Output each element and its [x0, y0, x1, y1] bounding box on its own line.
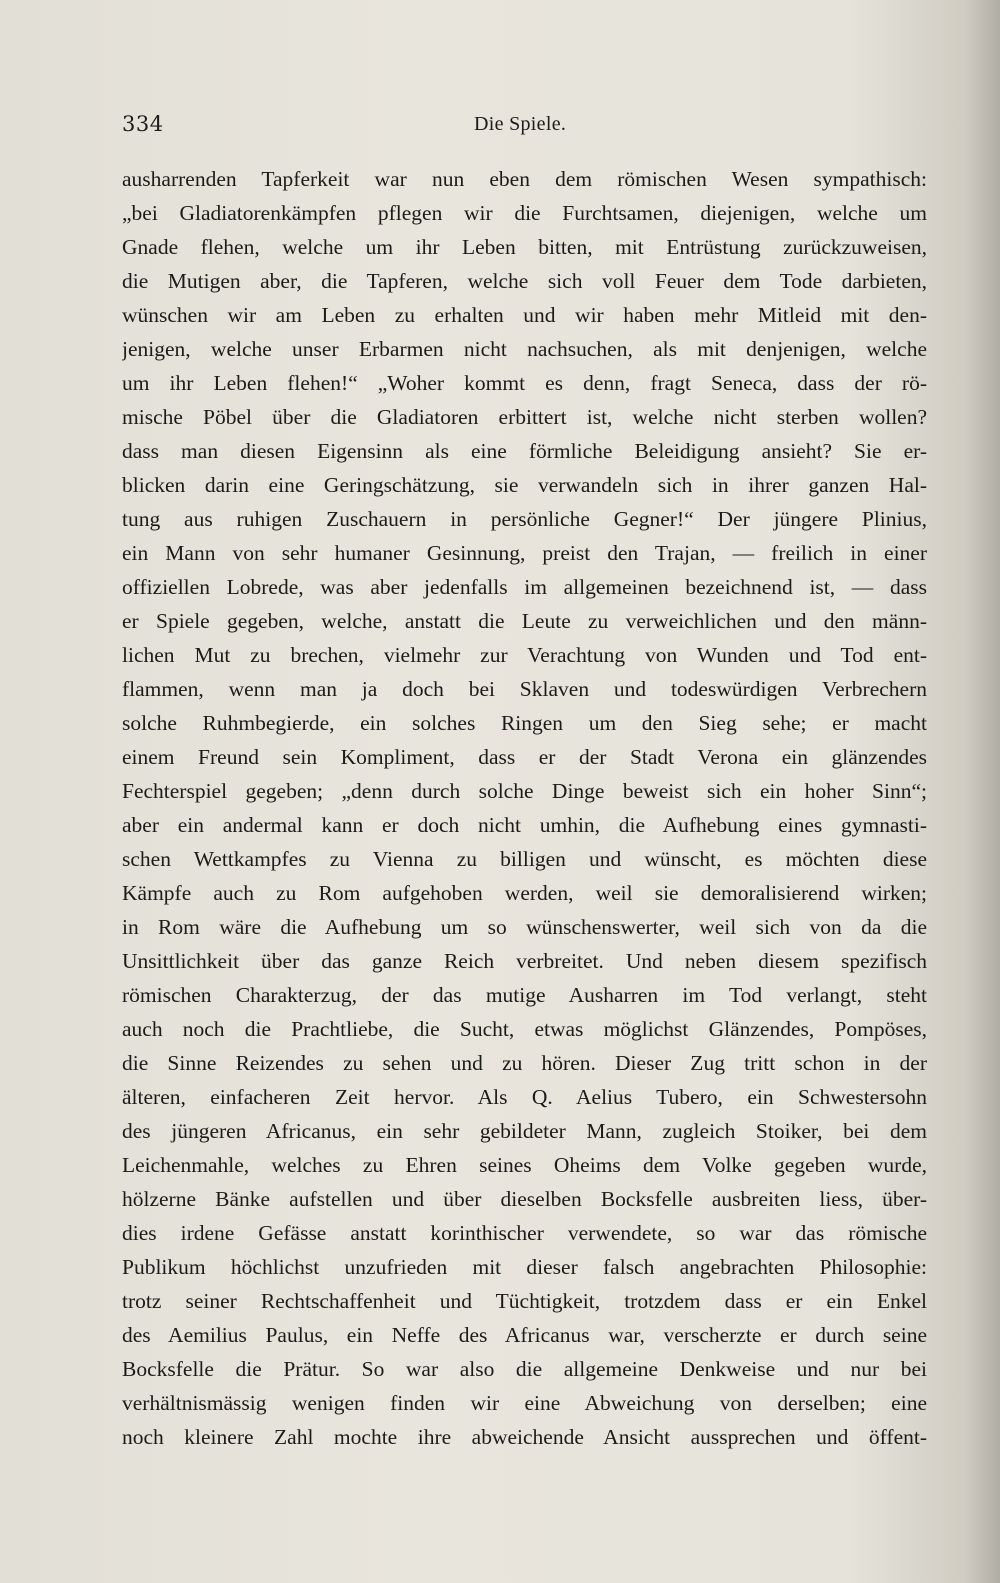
- text-line: um ihr Leben flehen!“ „Woher kommt es denn, fragt Seneca, dass der rö-: [122, 371, 927, 395]
- page-edge-shadow: [964, 0, 1000, 1583]
- page-header: [122, 112, 922, 142]
- body-text: [122, 162, 927, 1454]
- text-line: die Sinne Reizendes zu sehen und zu hören. Dieser Zug tritt schon in der: [122, 1051, 927, 1075]
- text-line: Fechterspiel gegeben; „denn durch solche Dinge beweist sich ein hoher Sinn“;: [122, 779, 927, 803]
- text-line: in Rom wäre die Aufhebung um so wünschenswerter, weil sich von da die: [122, 915, 927, 939]
- text-line: ausharrenden Tapferkeit war nun eben dem römischen Wesen sympathisch:: [122, 167, 927, 191]
- text-line: Kämpfe auch zu Rom aufgehoben werden, weil sie demoralisierend wirken;: [122, 881, 927, 905]
- text-line: einem Freund sein Kompliment, dass er der Stadt Verona ein glänzendes: [122, 745, 927, 769]
- text-line: des jüngeren Africanus, ein sehr gebildeter Mann, zugleich Stoiker, bei dem: [122, 1119, 927, 1143]
- text-line: wünschen wir am Leben zu erhalten und wir haben mehr Mitleid mit den-: [122, 303, 927, 327]
- text-line: römischen Charakterzug, der das mutige Ausharren im Tod verlangt, steht: [122, 983, 927, 1007]
- text-line: Publikum höchlichst unzufrieden mit dieser falsch angebrachten Philosophie:: [122, 1255, 927, 1279]
- text-line: Unsittlichkeit über das ganze Reich verbreitet. Und neben diesem spezifisch: [122, 949, 927, 973]
- text-line: offiziellen Lobrede, was aber jedenfalls im allgemeinen bezeichnend ist, — dass: [122, 575, 927, 599]
- text-line: hölzerne Bänke aufstellen und über dieselben Bocksfelle ausbreiten liess, über-: [122, 1187, 927, 1211]
- text-line: ein Mann von sehr humaner Gesinnung, preist den Trajan, — freilich in einer: [122, 541, 927, 565]
- text-line: trotz seiner Rechtschaffenheit und Tüchtigkeit, trotzdem dass er ein Enkel: [122, 1289, 927, 1313]
- text-line: des Aemilius Paulus, ein Neffe des Africanus war, verscherzte er durch seine: [122, 1323, 927, 1347]
- text-line: blicken darin eine Geringschätzung, sie verwandeln sich in ihrer ganzen Hal-: [122, 473, 927, 497]
- text-line: auch noch die Prachtliebe, die Sucht, etwas möglichst Glänzendes, Pompöses,: [122, 1017, 927, 1041]
- text-line: Bocksfelle die Prätur. So war also die allgemeine Denkweise und nur bei: [122, 1357, 927, 1381]
- text-line: Leichenmahle, welches zu Ehren seines Oheims dem Volke gegeben wurde,: [122, 1153, 927, 1177]
- text-line: lichen Mut zu brechen, vielmehr zur Verachtung von Wunden und Tod ent-: [122, 643, 927, 667]
- text-line: „bei Gladiatorenkämpfen pflegen wir die Furchtsamen, diejenigen, welche um: [122, 201, 927, 225]
- text-line: tung aus ruhigen Zuschauern in persönliche Gegner!“ Der jüngere Plinius,: [122, 507, 927, 531]
- text-line: noch kleinere Zahl mochte ihre abweichende Ansicht aussprechen und öffent-: [122, 1425, 927, 1449]
- text-line: mische Pöbel über die Gladiatoren erbittert ist, welche nicht sterben wollen?: [122, 405, 927, 429]
- page-number: 334: [122, 112, 164, 136]
- text-line: die Mutigen aber, die Tapferen, welche sich voll Feuer dem Tode darbieten,: [122, 269, 927, 293]
- text-line: er Spiele gegeben, welche, anstatt die Leute zu verweichlichen und den männ-: [122, 609, 927, 633]
- text-line: solche Ruhmbegierde, ein solches Ringen um den Sieg sehe; er macht: [122, 711, 927, 735]
- text-line: verhältnismässig wenigen finden wir eine Abweichung von derselben; eine: [122, 1391, 927, 1415]
- text-line: jenigen, welche unser Erbarmen nicht nachsuchen, als mit denjenigen, welche: [122, 337, 927, 361]
- text-line: dass man diesen Eigensinn als eine förmliche Beleidigung ansieht? Sie er-: [122, 439, 927, 463]
- text-line: aber ein andermal kann er doch nicht umhin, die Aufhebung eines gymnasti-: [122, 813, 927, 837]
- text-line: schen Wettkampfes zu Vienna zu billigen und wünscht, es möchten diese: [122, 847, 927, 871]
- text-line: Gnade flehen, welche um ihr Leben bitten, mit Entrüstung zurückzuweisen,: [122, 235, 927, 259]
- text-line: älteren, einfacheren Zeit hervor. Als Q. Aelius Tubero, ein Schwestersohn: [122, 1085, 927, 1109]
- running-head: Die Spiele.: [474, 113, 567, 135]
- text-line: dies irdene Gefässe anstatt korinthischer verwendete, so war das römische: [122, 1221, 927, 1245]
- text-line: flammen, wenn man ja doch bei Sklaven und todeswürdigen Verbrechern: [122, 677, 927, 701]
